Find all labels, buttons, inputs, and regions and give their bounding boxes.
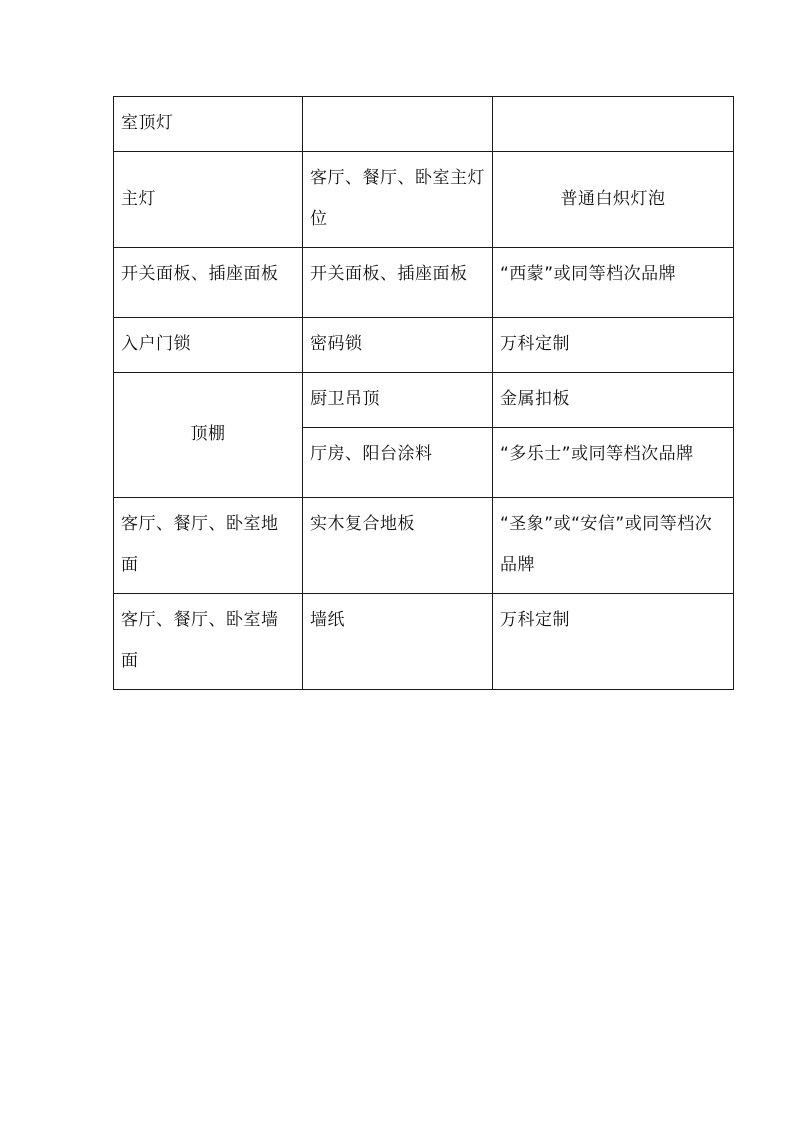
table-cell (303, 428, 493, 498)
cell-text: 实木复合地板 (310, 514, 415, 534)
table-cell (493, 498, 734, 594)
cell-text: 密码锁 (310, 334, 363, 354)
cell-text: 室顶灯 (121, 113, 174, 133)
cell-text: 普通白炽灯泡 (560, 188, 666, 209)
cell-text: 金属扣板 (500, 389, 570, 409)
cell-text: 顶棚 (190, 424, 226, 444)
cell-text: “多乐士”或同等档次品牌 (500, 444, 694, 464)
table-cell (493, 318, 734, 373)
table-row (114, 373, 734, 428)
table-row (114, 498, 734, 594)
cell-text: “西蒙”或同等档次品牌 (500, 264, 677, 284)
table-cell (493, 152, 734, 248)
cell-text: 开关面板、插座面板 (310, 264, 468, 284)
table-cell (114, 152, 303, 248)
cell-text: 开关面板、插座面板 (121, 264, 279, 284)
table-cell (493, 248, 734, 318)
cell-text: 客厅、餐厅、卧室墙面 (121, 610, 279, 671)
table-cell (303, 97, 493, 152)
cell-text: 万科定制 (500, 334, 570, 354)
table-cell (303, 373, 493, 428)
table-row (114, 152, 734, 248)
cell-text: “圣象”或“安信”或同等档次品牌 (500, 514, 713, 575)
cell-text: 客厅、餐厅、卧室主灯位 (310, 168, 485, 229)
table-cell (303, 318, 493, 373)
cell-text: 客厅、餐厅、卧室地面 (121, 514, 279, 575)
table-cell (493, 594, 734, 690)
table-cell (303, 498, 493, 594)
table-cell (114, 594, 303, 690)
table-cell (303, 152, 493, 248)
cell-text: 入户门锁 (121, 334, 191, 354)
cell-text: 主灯 (121, 188, 156, 209)
table-cell (303, 594, 493, 690)
cell-text: 厨卫吊顶 (310, 389, 380, 409)
table-cell (114, 248, 303, 318)
table-cell (114, 498, 303, 594)
cell-text: 厅房、阳台涂料 (310, 444, 433, 464)
table-row (114, 97, 734, 152)
table-cell (114, 318, 303, 373)
table-cell (493, 97, 734, 152)
specification-table (113, 96, 734, 690)
table-cell (493, 373, 734, 428)
table-row (114, 318, 734, 373)
cell-text: 万科定制 (500, 610, 570, 630)
cell-text: 墙纸 (310, 610, 345, 630)
table-cell (303, 248, 493, 318)
table-cell (493, 428, 734, 498)
table-row (114, 594, 734, 690)
table-cell (114, 373, 303, 498)
table-cell (114, 97, 303, 152)
table-row (114, 248, 734, 318)
